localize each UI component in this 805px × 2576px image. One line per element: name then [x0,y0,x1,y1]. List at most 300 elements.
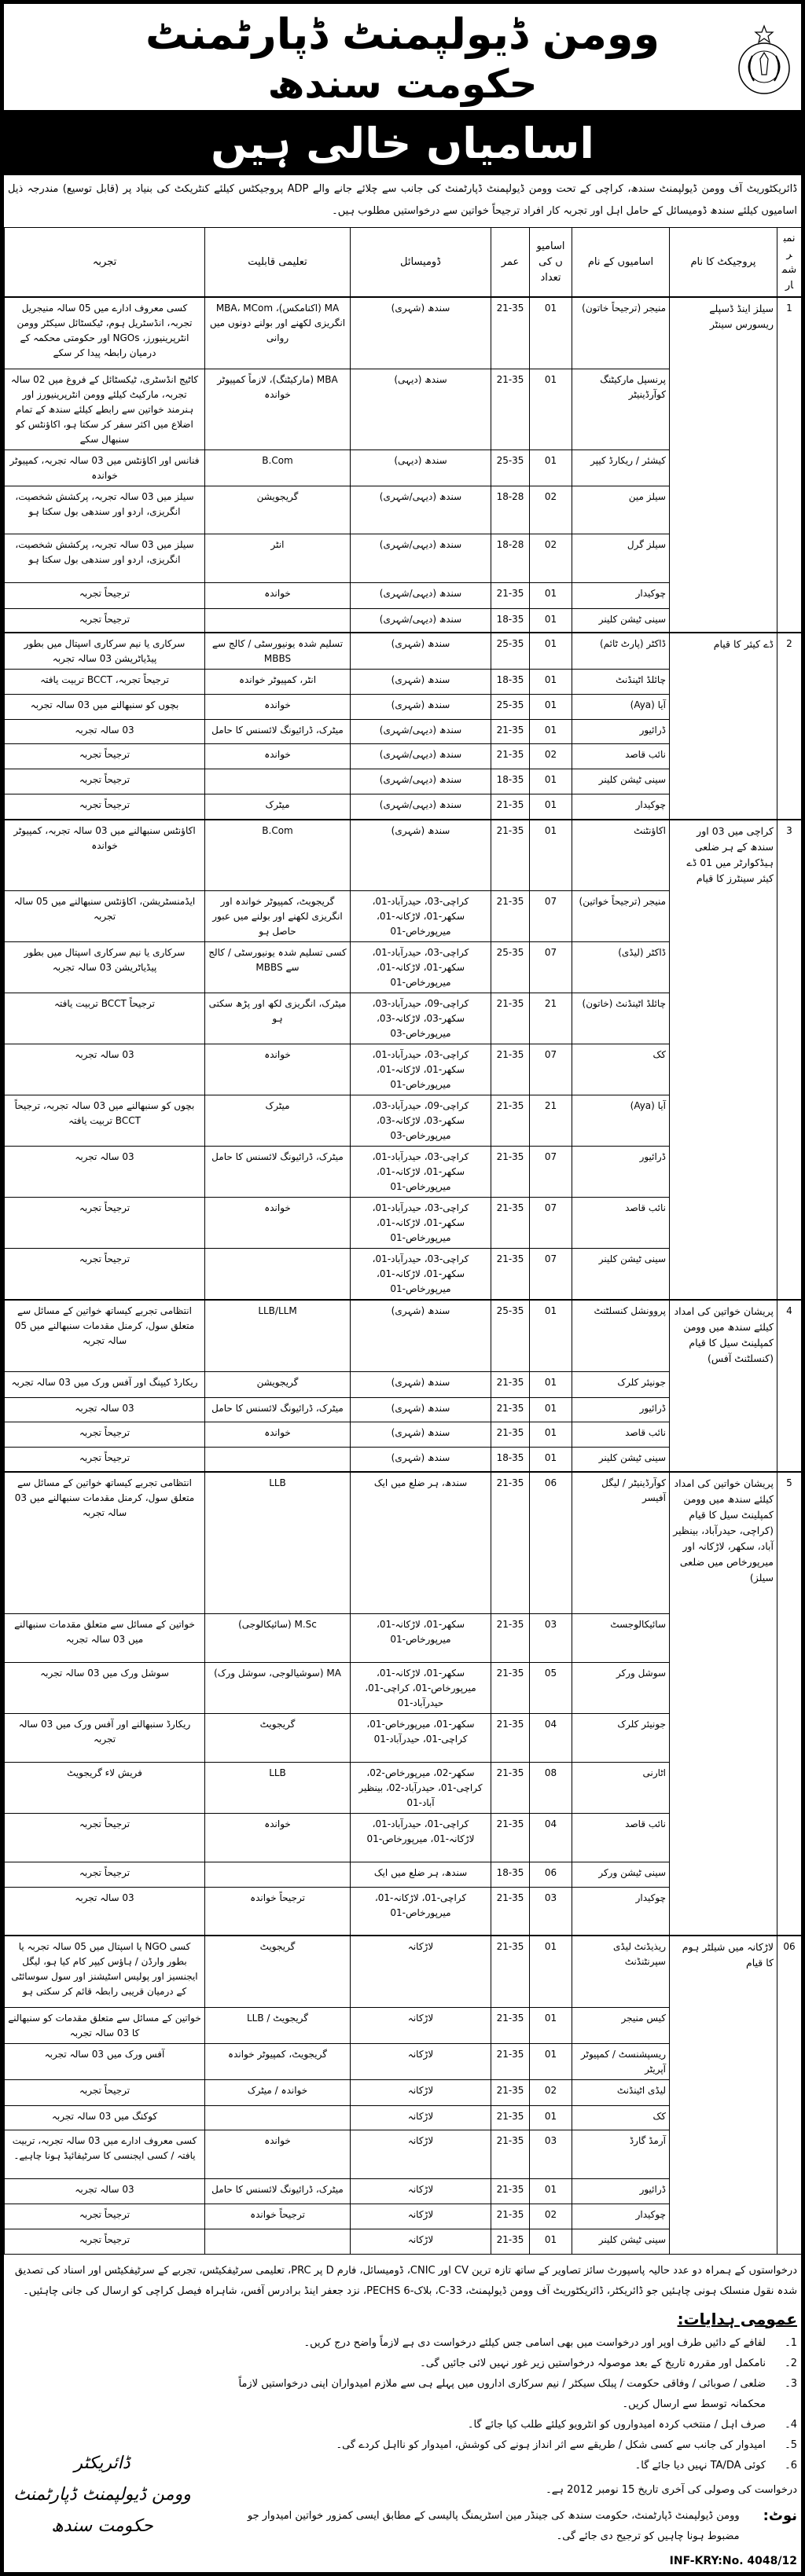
qualification: گریجویٹ، کمپیوٹر خواندہ اور انگریزی لکھنے اور بولنے میں عبور حاصل ہو [205,891,351,942]
post-count: 01 [530,582,572,608]
domicile: سکھر-01، لاڑکانہ-01، میرپورخاص-01، کراچی-01، حیدرآباد-01 [351,1662,491,1713]
age: 21-35 [491,1662,530,1713]
domicile: سندھ (شہری) [351,670,491,695]
age: 21-35 [491,993,530,1044]
post-count: 02 [530,534,572,582]
project-name: سیلز اینڈ ڈسپلے ریسورس سینٹر [670,297,777,633]
age: 21-35 [491,1249,530,1301]
domicile: کراچی-01، لاڑکانہ-01، میرپورخاص-01 [351,1887,491,1936]
qualification: میٹرک، ڈرائیونگ لائسنس کا حامل [205,1147,351,1198]
qualification: B.Com [205,450,351,486]
post-name: ڈرائیور [572,720,670,744]
post-name: نائب قاصد [572,1422,670,1447]
signature-department: وومن ڈیولپمنٹ ڈپارٹمنٹ [13,2484,191,2504]
experience: آفس ورک میں 03 سالہ تجربہ [5,2043,205,2079]
age: 18-35 [491,670,530,695]
instruction-number: 5۔ [785,2438,797,2451]
instruction-text: لفافے کے دائیں طرف اوپر اور درخواست میں بھی اسامی جس کیلئے درخواست دی ہے لازماً واضح درج کریں۔ [303,2336,766,2349]
post-count: 01 [530,794,572,820]
qualification: LLB/LLM [205,1300,351,1371]
age: 25-35 [491,633,530,670]
domicile: سندھ (دیہی) [351,450,491,486]
experience: سرکاری یا نیم سرکاری اسپتال میں بطور پیڈیاٹریشن 03 سالہ تجربہ [5,942,205,993]
domicile: سکھر-02، میرپورخاص-02، کراچی-01، حیدرآباد-02، بینظیر آباد-01 [351,1762,491,1813]
signature-government: حکومت سندھ [51,2515,153,2536]
qualification: گریجویٹ [205,1936,351,2007]
post-name: چوکیدار [572,1887,670,1936]
post-name: سینی ٹیشن کلینر [572,2229,670,2254]
qualification: B.Com [205,820,351,891]
age: 21-35 [491,1713,530,1762]
domicile: سندھ (دیہی/شہری) [351,534,491,582]
domicile: کراچی-03، حیدرآباد-01، سکھر-01، لاڑکانہ-01، میرپورخاص-01 [351,942,491,993]
post-name: سینی ٹیشن کلینر [572,769,670,794]
project-name: کراچی میں 03 اور سندھ کے ہر ضلعی ہیڈکوارٹر میں 01 ڈے کیئر سینٹرز کا قیام [670,820,777,1301]
post-count: 01 [530,369,572,450]
age: 21-35 [491,2079,530,2105]
post-name: سینی ٹیشن ورکر [572,1862,670,1887]
post-count: 03 [530,1613,572,1662]
experience: ترجیحاً تجربہ [5,1813,205,1862]
table-row [5,1472,802,1613]
domicile: سندھ (شہری) [351,695,491,720]
table-row [5,633,802,670]
qualification: خواندہ [205,744,351,769]
post-name: چوکیدار [572,2204,670,2229]
qualification: میٹرک، ڈرائیونگ لائسنس کا حامل [205,2178,351,2204]
general-instructions-heading: عمومی ہدایات: [677,2309,797,2328]
post-count: 01 [530,1397,572,1422]
post-name: پرنسپل مارکیٹنگ کوآرڈینیٹر [572,369,670,450]
experience: ترجیحاً تجربہ [5,1198,205,1249]
age: 21-35 [491,2178,530,2204]
qualification: LLB [205,1762,351,1813]
post-name: آیا (Aya) [572,1095,670,1147]
experience: 03 سالہ تجربہ [5,1044,205,1095]
post-count: 01 [530,720,572,744]
domicile: سندھ (دیہی/شہری) [351,720,491,744]
instruction-text: ضلعی / صوبائی / وفاقی حکومت / پبلک سیکٹر / نیم سرکاری اداروں میں پہلے ہی سے ملازم امیدواران اپنی درخواستیں لازماً محکمانہ توسط سے ارسال کریں۔ [238,2377,766,2410]
domicile: کراچی-01، حیدرآباد-01، لاڑکانہ-01، میرپورخاص-01 [351,1813,491,1862]
instruction-item [212,2456,797,2476]
domicile: لاڑکانہ [351,2229,491,2254]
domicile: کراچی-03، حیدرآباد-01، سکھر-01، لاڑکانہ-01، میرپورخاص-01 [351,891,491,942]
age: 21-35 [491,1095,530,1147]
project-name: لاڑکانہ میں شیلٹر ہوم کا قیام [670,1936,777,2254]
post-name: جونیئر کلرک [572,1371,670,1397]
post-count: 07 [530,1147,572,1198]
post-name: سینی ٹیشن کلینر [572,1447,670,1472]
experience: سرکاری یا نیم سرکاری اسپتال میں بطور پیڈیاٹریشن 03 سالہ تجربہ [5,633,205,670]
post-name: سیلز گرل [572,534,670,582]
column-header-qualification: تعلیمی قابلیت [205,228,351,298]
qualification: خواندہ [205,2130,351,2178]
qualification: MBA (مارکیٹنگ)، لازماً کمپیوٹر خواندہ [205,369,351,450]
project-number: 2 [777,633,802,820]
age: 21-35 [491,1472,530,1613]
age: 21-35 [491,1147,530,1198]
domicile: سندھ (دیہی/شہری) [351,769,491,794]
qualification [205,769,351,794]
column-header-domicile: ڈومیسائل [351,228,491,298]
instruction-text: نامکمل اور مقررہ تاریخ کے بعد موصولہ درخواستیں زیر غور نہیں لائی جائیں گی۔ [420,2357,766,2369]
post-count: 07 [530,942,572,993]
post-name: منیجر (ترجیحاً خاتون) [572,297,670,369]
qualification [205,1447,351,1472]
experience: ترجیحاً تجربہ [5,1862,205,1887]
post-count: 04 [530,1713,572,1762]
department-title: وومن ڈیولپمنٹ ڈپارٹمنٹ [145,9,660,59]
post-name: کیس منیجر [572,2007,670,2043]
instruction-item [212,2435,797,2456]
age: 25-35 [491,695,530,720]
general-instructions-list [212,2333,797,2476]
age: 21-35 [491,1813,530,1862]
post-count: 07 [530,1198,572,1249]
post-count: 01 [530,1936,572,2007]
project-name: پریشان خواتین کی امداد کیلئے سندھ میں وومن کمپلینٹ سیل کا قیام (کنسلٹنٹ آفس) [670,1300,777,1472]
application-instructions: درخواستوں کے ہمراہ دو عدد حالیہ پاسپورٹ سائز تصاویر کے ساتھ تازہ ترین CV اور CNIC، ڈومیسائل، فارم D پر PRC، تعلیمی سرٹیفکیٹس، تجربے کے سرٹیفکیٹس اور اسناد کی تصدیق شدہ نقول منسلک ہونی چاہئیں جو ڈائریکٹر، ڈائریکٹوریٹ آف وومن ڈیولپمنٹ، C-33، بلاک-6 PECHS، نزد جعفر اینڈ برادرس آفس، شاہراہ فیصل کراچی کو ارسال کی جانی چاہئیں۔ [14,2264,797,2297]
post-name: چائلڈ اٹینڈنٹ [572,670,670,695]
age: 21-35 [491,582,530,608]
table-row [5,1936,802,2007]
post-name: لیڈی اٹینڈنٹ [572,2079,670,2105]
instruction-item [212,2415,797,2435]
qualification: ترجیحاً خواندہ [205,1887,351,1936]
qualification [205,2105,351,2130]
post-name: آیا (Aya) [572,695,670,720]
age: 21-35 [491,1762,530,1813]
experience: ترجیحاً تجربہ [5,2079,205,2105]
experience: انتظامی تجربے کیساتھ خواتین کے مسائل سے متعلق سول، کرمنل مقدمات سنبھالنے میں 03 سالہ تجربہ [5,1472,205,1613]
post-name: منیجر (ترجیحاً خواتین) [572,891,670,942]
post-name: جونیئر کلرک [572,1713,670,1762]
post-count: 01 [530,633,572,670]
post-count: 01 [530,1447,572,1472]
post-count: 01 [530,769,572,794]
age: 21-35 [491,891,530,942]
post-name: آرمڈ گارڈ [572,2130,670,2178]
vacancies-table [4,227,802,2255]
project-number: 06 [777,1936,802,2254]
post-name: سوشل ورکر [572,1662,670,1713]
domicile: سندھ (شہری) [351,1397,491,1422]
instruction-item [212,2354,797,2374]
qualification: M.Sc (سائیکالوجی) [205,1613,351,1662]
age: 21-35 [491,1044,530,1095]
post-name: ڈرائیور [572,1397,670,1422]
instruction-text: کوئی TA/DA نہیں دیا جائے گا۔ [634,2459,766,2471]
post-count: 06 [530,1862,572,1887]
qualification: خواندہ [205,1044,351,1095]
experience: ترجیحاً تجربہ [5,1249,205,1301]
qualification [205,1862,351,1887]
post-name: چوکیدار [572,582,670,608]
post-count: 01 [530,2007,572,2043]
experience: کسی معروف ادارے میں 03 سالہ تجربہ، تربیت یافتہ / کسی ایجنسی کا سرٹیفائیڈ ہونا چاہیے۔ [5,2130,205,2178]
experience: کسی NGO یا اسپتال میں 05 سالہ تجربہ یا بطور وارڈن / ہاؤس کیپر کام کیا ہو، لیگل ایجنسیز اور پولیس اسٹیشنز اور سول سوسائٹی کے درمیان قریبی رابطہ قائم کر سکتی ہو [5,1936,205,2007]
qualification: خواندہ / میٹرک [205,2079,351,2105]
post-name: چوکیدار [572,794,670,820]
qualification [205,2229,351,2254]
reference-number: INF-KRY:No. 4048/12 [669,2554,797,2567]
instruction-number: 4۔ [785,2418,797,2431]
vacancies-banner: اسامیاں خالی ہیں [4,112,801,175]
note-text: وومن ڈیولپمنٹ ڈپارٹمنٹ، حکومت سندھ کی جینڈر مین اسٹریمنگ پالیسی کے مطابق ایسی کمزور خواتین امیدوار جو مضبوط ہونا چاہیں کو ترجیح دی جائے گی۔ [247,2509,740,2542]
post-name: ریذیڈنٹ لیڈی سپرنٹنڈنٹ [572,1936,670,2007]
intro-paragraph: ڈائریکٹوریٹ آف وومن ڈیولپمنٹ سندھ، کراچی کے تحت وومن ڈیولپمنٹ ڈپارٹمنٹ کی جانب سے چلائے جانے والے ADP پروجیکٹس کیلئے کنٹریکٹ کی بنیاد پر (قابل توسیع) مندرجہ ذیل اسامیوں کیلئے سندھ ڈومیسائل کے حامل اہل اور تجربہ کار افراد ترجیحاً خواتین سے درخواستیں مطلوب ہیں۔ [8,183,798,217]
project-number: 3 [777,820,802,1301]
experience: خواتین کے مسائل سے متعلق مقدمات سنبھالنے میں 03 سالہ تجربہ [5,1613,205,1662]
post-count: 03 [530,2130,572,2178]
age: 21-35 [491,2043,530,2079]
domicile: سندھ (شہری) [351,1422,491,1447]
government-title: حکومت سندھ [267,61,538,107]
age: 21-35 [491,369,530,450]
age: 21-35 [491,820,530,891]
experience: ترجیحاً تجربہ [5,1422,205,1447]
qualification: میٹرک، انگریزی لکھ اور پڑھ سکتی ہو [205,993,351,1044]
post-count: 21 [530,1095,572,1147]
table-row [5,297,802,369]
age: 21-35 [491,1613,530,1662]
domicile: لاڑکانہ [351,2178,491,2204]
qualification: گریجویٹ [205,1713,351,1762]
qualification: گریجویٹ، کمپیوٹر خواندہ [205,2043,351,2079]
experience: اکاؤنٹس سنبھالنے میں 03 سالہ تجربہ، کمپیوٹر خواندہ [5,820,205,891]
table-row [5,1300,802,1371]
age: 21-35 [491,2105,530,2130]
domicile: سکھر-01، لاڑکانہ-01، میرپورخاص-01 [351,1613,491,1662]
column-header-age: عمر [491,228,530,298]
age: 21-35 [491,2204,530,2229]
project-name: پریشان خواتین کی امداد کیلئے سندھ میں وومن کمپلینٹ سیل کا قیام (کراچی، حیدرآباد، بینظیر آباد، سکھر، لاڑکانہ اور میرپورخاص میں ضلعی سیلز) [670,1472,777,1936]
qualification: تسلیم شدہ یونیورسٹی / کالج سے MBBS [205,633,351,670]
post-name: اٹارنی [572,1762,670,1813]
post-count: 07 [530,1044,572,1095]
qualification: MA (سوشیالوجی، سوشل ورک) [205,1662,351,1713]
table-row [5,820,802,891]
post-count: 01 [530,670,572,695]
age: 18-35 [491,1447,530,1472]
qualification: میٹرک، ڈرائیونگ لائسنس کا حامل [205,720,351,744]
domicile: سندھ (دیہی/شہری) [351,608,491,633]
sindh-government-seal-icon [737,24,792,97]
project-name: ڈے کیئر کا قیام [670,633,777,820]
domicile: کراچی-03، حیدرآباد-01، سکھر-01، لاڑکانہ-01، میرپورخاص-01 [351,1249,491,1301]
domicile: لاڑکانہ [351,2079,491,2105]
domicile: سندھ، ہر ضلع میں ایک [351,1472,491,1613]
post-count: 07 [530,1249,572,1301]
qualification: گریجویٹ / LLB [205,2007,351,2043]
experience: کاٹیج انڈسٹری، ٹیکسٹائل کے فروغ میں 02 سالہ تجربہ، مارکیٹ کیلئے وومن انٹرپرینیورز اور ہنرمند خواتین سے رابطے کیلئے سندھ کے تمام اضلاع میں اکثر سفر کر سکتا ہو، اکاؤنٹس کو سنبھال سکے [5,369,205,450]
age: 21-35 [491,297,530,369]
experience: خواتین کے مسائل سے متعلق مقدمات کو سنبھالنے کا 03 سالہ تجربہ [5,2007,205,2043]
domicile: سندھ (شہری) [351,1447,491,1472]
post-name: نائب قاصد [572,1198,670,1249]
age: 25-35 [491,450,530,486]
age: 21-35 [491,1397,530,1422]
experience: ایڈمنسٹریشن، اکاؤنٹس سنبھالنے میں 05 سالہ تجربہ [5,891,205,942]
experience: 03 سالہ تجربہ [5,720,205,744]
qualification: میٹرک، ڈرائیونگ لائسنس کا حامل [205,1397,351,1422]
post-name: پروونشل کنسلٹنٹ [572,1300,670,1371]
domicile: لاڑکانہ [351,2204,491,2229]
post-count: 01 [530,1422,572,1447]
qualification [205,608,351,633]
instruction-text: صرف اہل / منتخب کردہ امیدواروں کو انٹرویو کیلئے طلب کیا جائے گا۔ [467,2418,766,2431]
experience: ترجیحاً تجربہ [5,1447,205,1472]
experience: ترجیحاً تجربہ [5,2229,205,2254]
domicile: لاڑکانہ [351,1936,491,2007]
domicile: کراچی-09، حیدرآباد-03، سکھر-03، لاڑکانہ-03، میرپورخاص-03 [351,993,491,1044]
experience: سوشل ورک میں 03 سالہ تجربہ [5,1662,205,1713]
post-count: 06 [530,1472,572,1613]
qualification: LLB [205,1472,351,1613]
age: 21-35 [491,2130,530,2178]
age: 18-35 [491,769,530,794]
post-name: نائب قاصد [572,1813,670,1862]
project-number: 1 [777,297,802,633]
post-name: کک [572,2105,670,2130]
age: 21-35 [491,1198,530,1249]
experience: 03 سالہ تجربہ [5,1397,205,1422]
column-header-serial-number: نمبر شمار [777,228,802,298]
post-name: ڈرائیور [572,2178,670,2204]
age: 25-35 [491,942,530,993]
post-count: 01 [530,1371,572,1397]
post-count: 01 [530,297,572,369]
post-count: 02 [530,2204,572,2229]
column-header-experience: تجربہ [5,228,205,298]
domicile: سندھ (دیہی/شہری) [351,794,491,820]
qualification: انٹر [205,534,351,582]
post-name: ڈرائیور [572,1147,670,1198]
qualification: گریجویشن [205,486,351,534]
domicile: سندھ (دیہی) [351,369,491,450]
domicile: لاڑکانہ [351,2130,491,2178]
post-count: 01 [530,2178,572,2204]
table-header-row [5,228,802,298]
post-count: 01 [530,608,572,633]
project-number: 5 [777,1472,802,1936]
experience: 03 سالہ تجربہ [5,1887,205,1936]
experience: ترجیحاً تجربہ [5,608,205,633]
qualification: کسی تسلیم شدہ یونیورسٹی / کالج سے MBBS [205,942,351,993]
column-header-project-name: پروجیکٹ کا نام [670,228,777,298]
experience: فنانس اور اکاؤنٹس میں 03 سالہ تجربہ، کمپیوٹر خواندہ [5,450,205,486]
qualification: خواندہ [205,1198,351,1249]
note [212,2506,797,2547]
age: 21-35 [491,2007,530,2043]
instruction-number: 2۔ [785,2357,797,2369]
post-count: 02 [530,486,572,534]
experience: ترجیحاً تجربہ [5,769,205,794]
age: 18-35 [491,1862,530,1887]
age: 21-35 [491,794,530,820]
signature-block [8,2448,197,2547]
signature-title: ڈائریکٹر [74,2453,130,2473]
instruction-number: 1۔ [785,2336,797,2349]
age: 21-35 [491,1422,530,1447]
project-number: 4 [777,1300,802,1472]
domicile: کراچی-03، حیدرآباد-01، سکھر-01، لاڑکانہ-01، میرپورخاص-01 [351,1198,491,1249]
post-count: 05 [530,1662,572,1713]
experience: فریش لاء گریجویٹ [5,1762,205,1813]
domicile: سندھ (شہری) [351,1371,491,1397]
qualification [205,1249,351,1301]
domicile: سندھ (شہری) [351,820,491,891]
age: 25-35 [491,1300,530,1371]
qualification: میٹرک [205,794,351,820]
domicile: کراچی-03، حیدرآباد-01، سکھر-01، لاڑکانہ-01، میرپورخاص-01 [351,1044,491,1095]
experience: ریکارڈ سنبھالنے اور آفس ورک میں 03 سالہ تجربہ [5,1713,205,1762]
post-count: 01 [530,695,572,720]
experience: 03 سالہ تجربہ [5,2178,205,2204]
age: 21-35 [491,1887,530,1936]
post-name: ڈاکٹر (پارٹ ٹائم) [572,633,670,670]
domicile: سندھ (دیہی/شہری) [351,744,491,769]
experience: سیلز میں 03 سالہ تجربہ، پرکشش شخصیت، انگریزی، اردو اور سندھی بول سکتا ہو [5,486,205,534]
experience: 03 سالہ تجربہ [5,1147,205,1198]
column-header-post-count: اسامیوں کی تعداد [530,228,572,298]
domicile: سندھ (شہری) [351,1300,491,1371]
instruction-item [212,2333,797,2354]
post-count: 04 [530,1813,572,1862]
domicile: لاڑکانہ [351,2105,491,2130]
age: 18-35 [491,608,530,633]
qualification: انٹر، کمپیوٹر خواندہ [205,670,351,695]
post-count: 01 [530,2043,572,2079]
post-count: 01 [530,820,572,891]
post-count: 07 [530,891,572,942]
domicile: سندھ (شہری) [351,633,491,670]
age: 21-35 [491,720,530,744]
domicile: لاڑکانہ [351,2007,491,2043]
post-name: اکاؤنٹنٹ [572,820,670,891]
age: 18-28 [491,486,530,534]
age: 21-35 [491,2229,530,2254]
domicile: کراچی-09، حیدرآباد-03، سکھر-03، لاڑکانہ-03، میرپورخاص-03 [351,1095,491,1147]
domicile: سکھر-01، میرپورخاص-01، کراچی-01، حیدرآباد-01 [351,1713,491,1762]
post-count: 01 [530,1300,572,1371]
post-name: نائب قاصد [572,744,670,769]
domicile: سندھ (دیہی/شہری) [351,582,491,608]
post-name: کوآرڈینیٹر / لیگل آفیسر [572,1472,670,1613]
age: 21-35 [491,1371,530,1397]
post-count: 01 [530,450,572,486]
experience: کسی معروف ادارے میں 05 سالہ منیجریل تجربہ، انڈسٹریل ہوم، ٹیکسٹائل سیکٹر وومن انٹرپرینیورز، NGOs اور حکومتی محکمہ کے درمیان رابطہ پیدا کر سکے [5,297,205,369]
experience: ترجیحاً تجربہ [5,744,205,769]
domicile: سندھ، ہر ضلع میں ایک [351,1862,491,1887]
post-count: 02 [530,2079,572,2105]
post-name: کیشئر / ریکارڈ کیپر [572,450,670,486]
post-name: سائیکالوجسٹ [572,1613,670,1662]
domicile: سندھ (شہری) [351,297,491,369]
post-name: سیلز مین [572,486,670,534]
deadline: درخواست کی وصولی کی آخری تاریخ 15 نومبر 2012 ہے۔ [546,2483,797,2496]
qualification: میٹرک [205,1095,351,1147]
experience: کوکنگ میں 03 سالہ تجربہ [5,2105,205,2130]
experience: بچوں کو سنبھالنے میں 03 سالہ تجربہ [5,695,205,720]
age: 21-35 [491,1936,530,2007]
post-count: 01 [530,2105,572,2130]
post-name: سینی ٹیشن کلینر [572,608,670,633]
post-count: 03 [530,1887,572,1936]
post-count: 08 [530,1762,572,1813]
qualification: ترجیحاً خواندہ [205,2204,351,2229]
age: 21-35 [491,744,530,769]
